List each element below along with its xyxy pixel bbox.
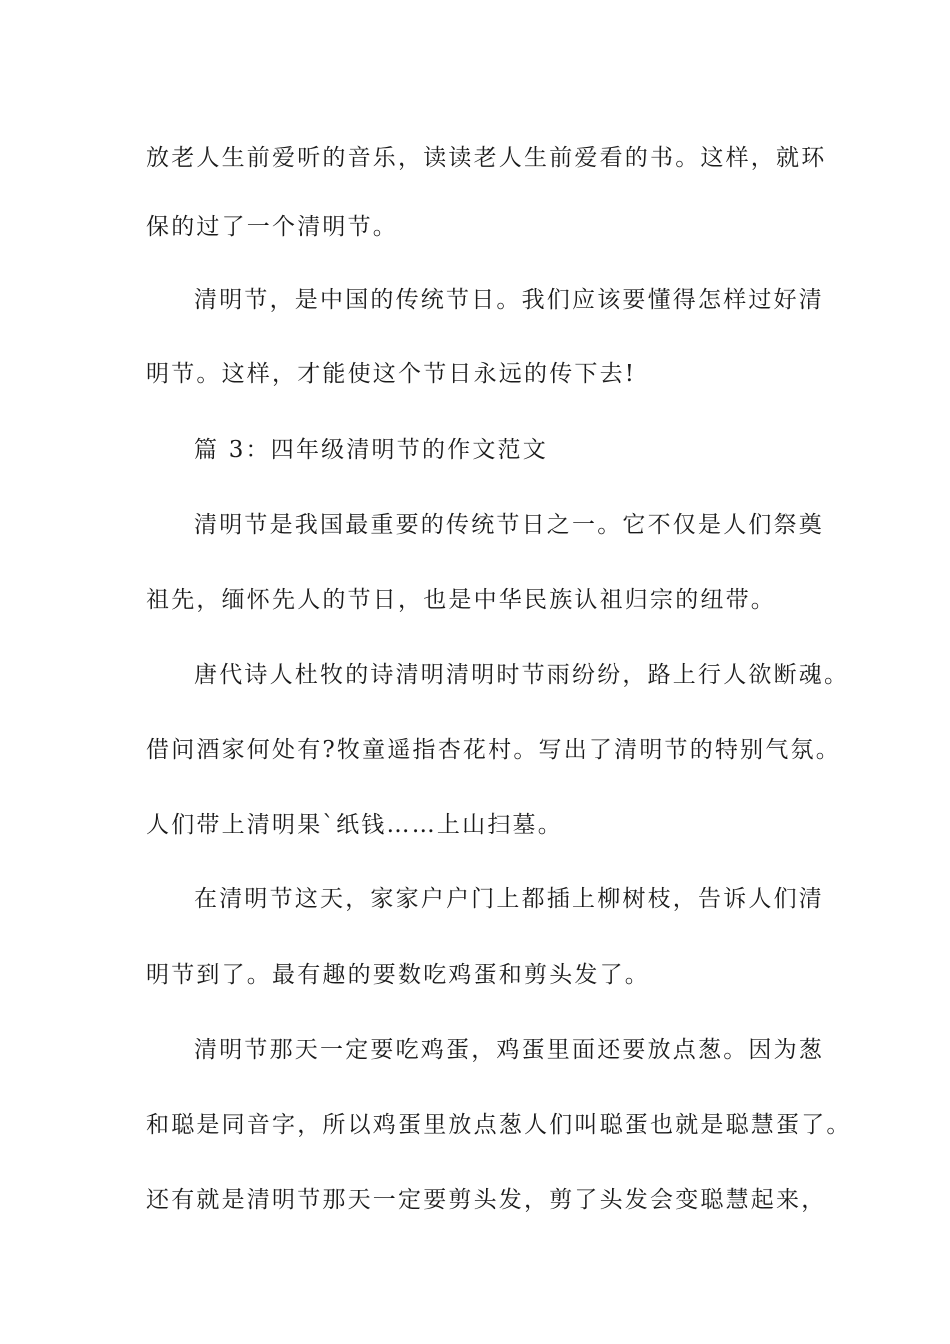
text-line: 明节到了。最有趣的要数吃鸡蛋和剪头发了。 bbox=[146, 962, 650, 988]
text-line: 唐代诗人杜牧的诗清明清明时节雨纷纷，路上行人欲断魂。 bbox=[194, 662, 850, 688]
text-line: 和聪是同音字，所以鸡蛋里放点葱人们叫聪蛋也就是聪慧蛋了。 bbox=[146, 1112, 852, 1138]
text-line: 借问酒家何处有?牧童遥指杏花村。写出了清明节的特别气氛。 bbox=[146, 737, 841, 763]
text-line: 人们带上清明果`纸钱……上山扫墓。 bbox=[146, 812, 563, 838]
text-line: 清明节，是中国的传统节日。我们应该要懂得怎样过好清 bbox=[194, 287, 824, 313]
text-line: 在清明节这天，家家户户门上都插上柳树枝，告诉人们清 bbox=[194, 886, 824, 912]
text-line: 还有就是清明节那天一定要剪头发，剪了头发会变聪慧起来， bbox=[146, 1187, 827, 1213]
text-line: 清明节是我国最重要的传统节日之一。它不仅是人们祭奠 bbox=[194, 512, 824, 538]
text-line: 祖先，缅怀先人的节日，也是中华民族认祖归宗的纽带。 bbox=[146, 587, 776, 613]
text-line: 明节。这样，才能使这个节日永远的传下去! bbox=[146, 361, 637, 387]
section-heading: 篇 3：四年级清明节的作文范文 bbox=[194, 437, 548, 463]
text-line: 保的过了一个清明节。 bbox=[146, 214, 398, 240]
text-line: 清明节那天一定要吃鸡蛋，鸡蛋里面还要放点葱。因为葱 bbox=[194, 1037, 824, 1063]
text-line: 放老人生前爱听的音乐，读读老人生前爱看的书。这样，就环 bbox=[146, 145, 827, 171]
